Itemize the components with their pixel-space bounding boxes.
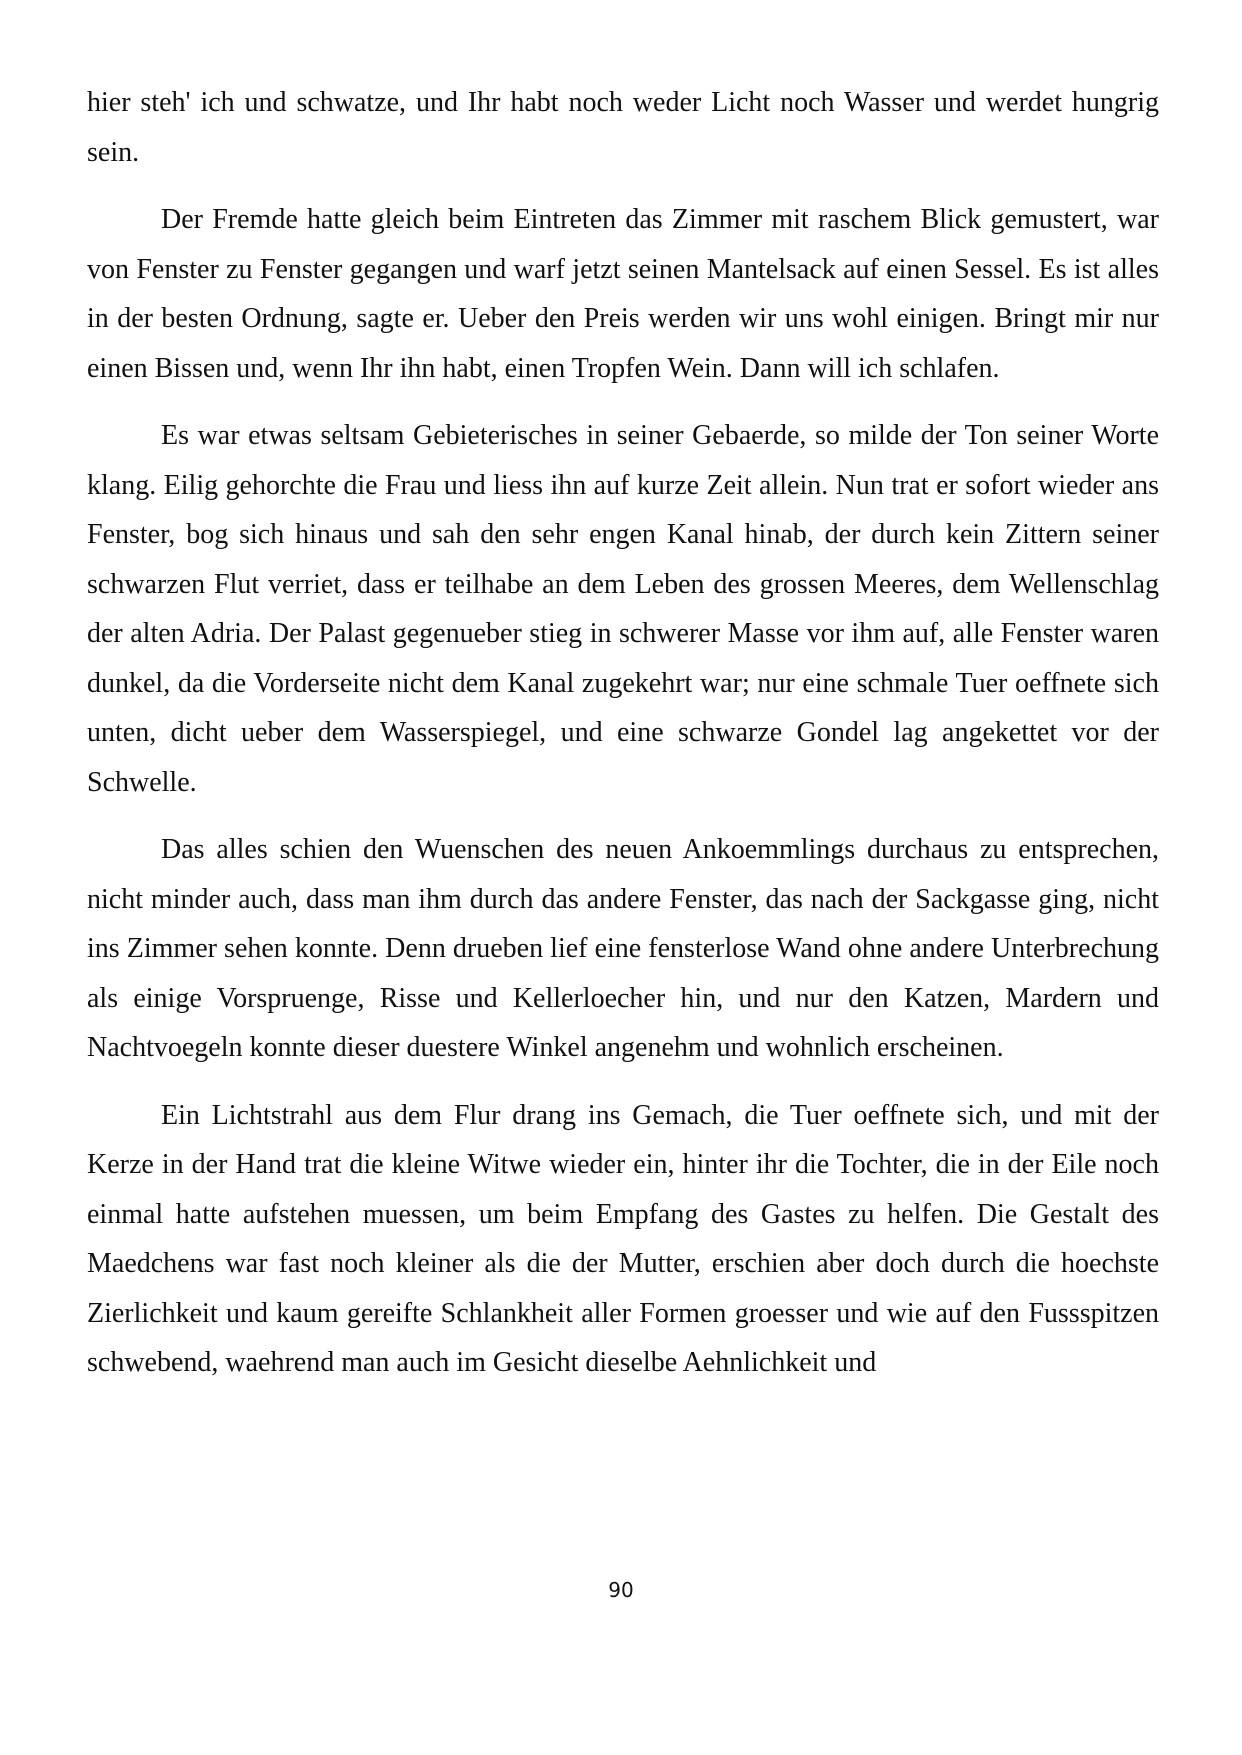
paragraph-4: Das alles schien den Wuenschen des neuen Ankoemmlings durchaus zu entsprechen, nicht minder auch, dass man ihm durch das andere Fenster, das nach der Sackgasse ging, nicht ins Zimmer sehen konnte. Denn drueben lief eine fensterlose Wand ohne andere Unterbrechung als einige Vorspruenge, Risse und Kellerloecher hin, und nur den Katzen, Mardern und Nachtvoegeln konnte dieser duestere Winkel angenehm und wohnlich erscheinen.	[87, 834, 1159, 1063]
body-text	[87, 78, 1159, 1406]
paragraph-5: Ein Lichtstrahl aus dem Flur drang ins Gemach, die Tuer oeffnete sich, und mit der Kerze in der Hand trat die kleine Witwe wieder ein, hinter ihr die Tochter, die in der Eile noch einmal hatte aufstehen muessen, um beim Empfang des Gastes zu helfen. Die Gestalt des Maedchens war fast noch kleiner als die der Mutter, erschien aber doch durch die hoechste Zierlichkeit und kaum gereifte Schlankheit aller Formen groesser und wie auf den Fussspitzen schwebend, waehrend man auch im Gesicht dieselbe Aehnlichkeit und	[87, 1099, 1159, 1378]
paragraph-3: Es war etwas seltsam Gebieterisches in seiner Gebaerde, so milde der Ton seiner Worte klang. Eilig gehorchte die Frau und liess ihn auf kurze Zeit allein. Nun trat er sofort wieder ans Fenster, bog sich hinaus und sah den sehr engen Kanal hinab, der durch kein Zittern seiner schwarzen Flut verriet, dass er teilhabe an dem Leben des grossen Meeres, dem Wellenschlag der alten Adria. Der Palast gegenueber stieg in schwerer Masse vor ihm auf, alle Fenster waren dunkel, da die Vorderseite nicht dem Kanal zugekehrt war; nur eine schmale Tuer oeffnete sich unten, dicht ueber dem Wasserspiegel, und eine schwarze Gondel lag angekettet vor der Schwelle.	[87, 420, 1159, 798]
page-number: 90	[608, 1578, 634, 1602]
paragraph-2: Der Fremde hatte gleich beim Eintreten das Zimmer mit raschem Blick gemustert, war von Fenster zu Fenster gegangen und warf jetzt seinen Mantelsack auf einen Sessel. Es ist alles in der besten Ordnung, sagte er. Ueber den Preis werden wir uns wohl einigen. Bringt mir nur einen Bissen und, wenn Ihr ihn habt, einen Tropfen Wein. Dann will ich schlafen.	[87, 204, 1159, 384]
paragraph-continuation: hier steh' ich und schwatze, und Ihr habt noch weder Licht noch Wasser und werdet hungrig sein.	[87, 87, 1159, 168]
